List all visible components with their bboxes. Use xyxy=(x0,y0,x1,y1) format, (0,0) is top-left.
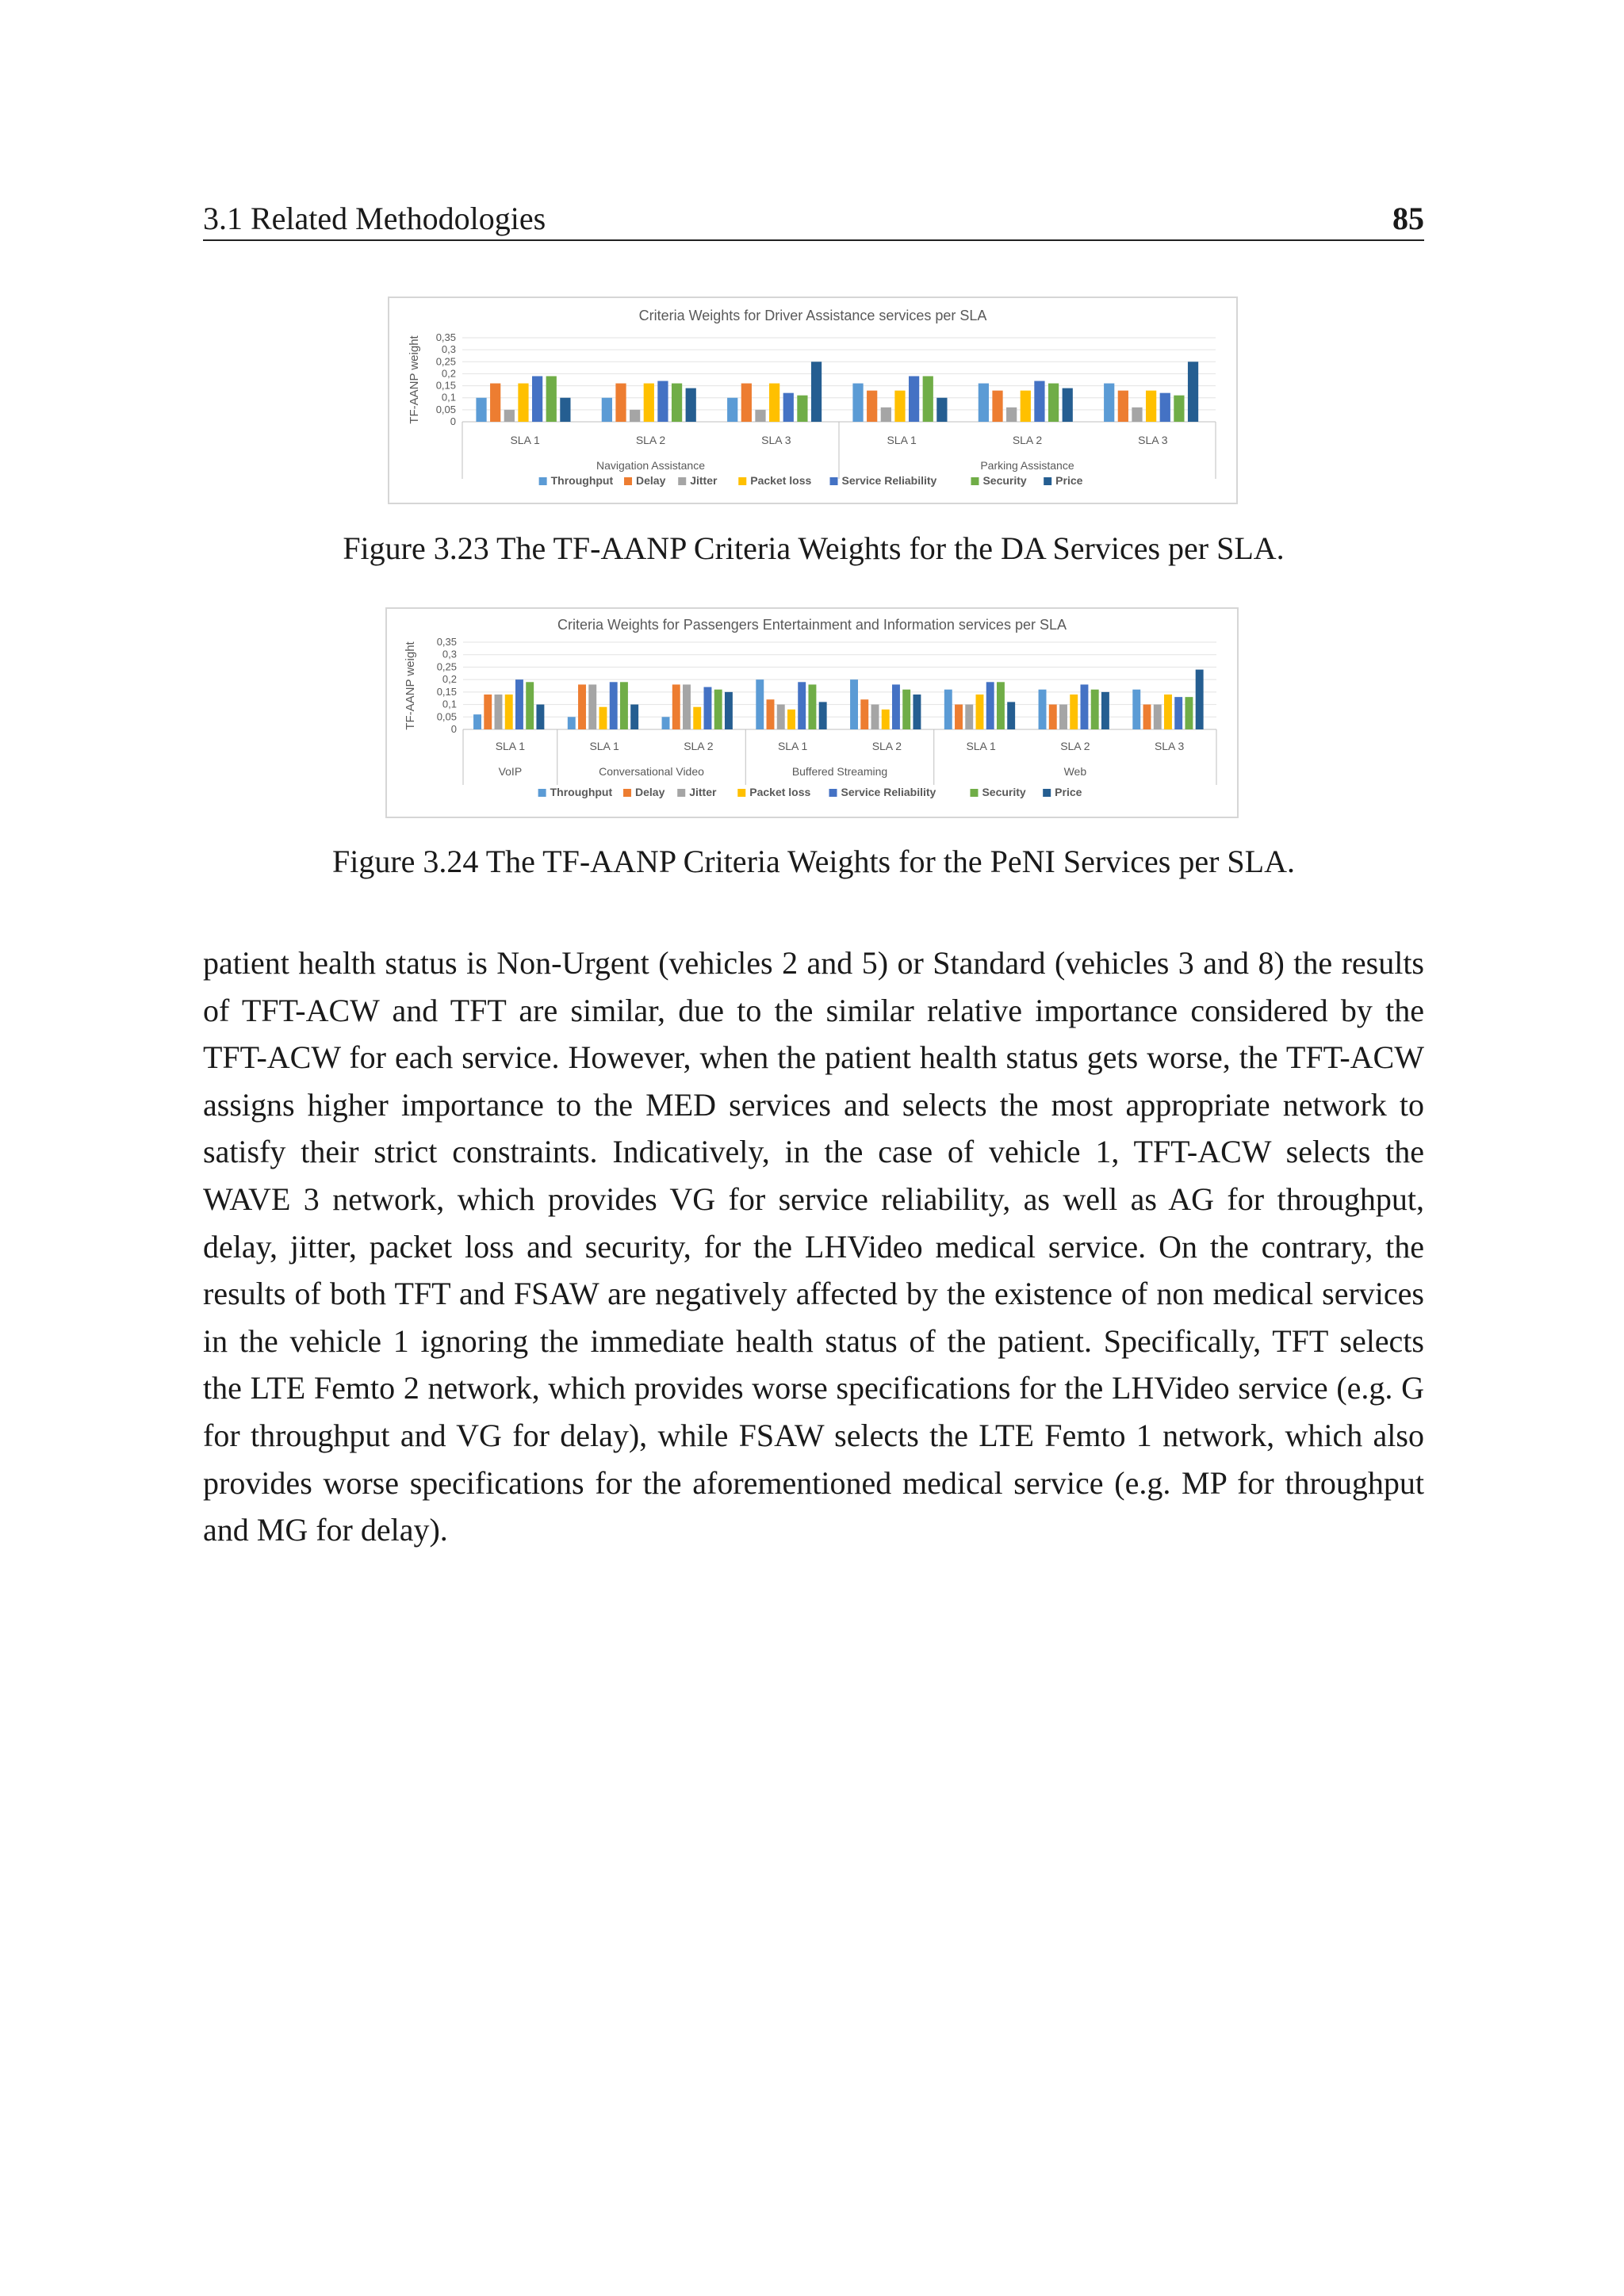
bar-jitter xyxy=(777,705,785,729)
legend-label-service-reliability: Service Reliability xyxy=(841,786,936,798)
bar-security xyxy=(808,684,816,729)
bar-delay xyxy=(767,699,775,729)
y-tick-label: 0,1 xyxy=(442,698,457,710)
bar-jitter xyxy=(1006,408,1017,422)
bar-service-reliability xyxy=(892,684,900,729)
bar-delay xyxy=(992,391,1002,422)
bar-service-reliability xyxy=(515,679,523,729)
bar-delay xyxy=(490,384,500,422)
bar-delay xyxy=(860,699,868,729)
legend-label-packet-loss: Packet loss xyxy=(749,786,811,798)
bar-delay xyxy=(578,684,586,729)
bar-packet-loss xyxy=(1146,391,1156,422)
group-label: VoIP xyxy=(498,765,523,778)
bar-price xyxy=(1188,362,1198,422)
bar-jitter xyxy=(1132,408,1142,422)
bar-service-reliability xyxy=(1174,697,1182,729)
legend-swatch-delay xyxy=(624,477,632,485)
running-head xyxy=(203,195,1424,241)
bar-packet-loss xyxy=(1164,695,1172,729)
group-label: Conversational Video xyxy=(599,765,704,778)
bar-throughput xyxy=(944,690,952,729)
body-line: WAVE 3 network, which provides VG for service reliability, as well as AG for throughput, xyxy=(203,1181,1424,1217)
y-axis-label: TF-AANP weight xyxy=(404,641,417,730)
bar-service-reliability xyxy=(610,682,618,729)
y-tick-label: 0 xyxy=(450,415,456,427)
legend-label-security: Security xyxy=(982,786,1026,798)
bar-delay xyxy=(741,384,752,422)
y-tick-label: 0,2 xyxy=(442,673,457,686)
legend-swatch-throughput xyxy=(539,477,547,485)
legend-label-price: Price xyxy=(1055,474,1083,487)
bar-throughput xyxy=(473,714,481,729)
bar-security xyxy=(923,376,933,422)
x-tick-label: SLA 1 xyxy=(777,740,808,752)
bar-service-reliability xyxy=(532,376,542,422)
body-line: results of both TFT and FSAW are negatively affected by the existence of non medical services xyxy=(203,1276,1424,1312)
x-tick-label: SLA 1 xyxy=(966,740,996,752)
legend-label-security: Security xyxy=(982,474,1027,487)
y-axis-label: TF-AANP weight xyxy=(408,335,421,424)
y-tick-label: 0,25 xyxy=(436,660,457,673)
group-label: Web xyxy=(1063,765,1087,778)
bar-delay xyxy=(955,705,963,729)
legend-swatch-packet-loss xyxy=(737,789,745,797)
legend-swatch-packet-loss xyxy=(738,477,746,485)
legend-label-packet-loss: Packet loss xyxy=(750,474,812,487)
chart-title: Criteria Weights for Passengers Entertainment and Information services per SLA xyxy=(557,617,1067,633)
bar-throughput xyxy=(756,679,764,729)
bar-throughput xyxy=(1039,690,1047,729)
bar-throughput xyxy=(476,398,486,422)
y-tick-label: 0,3 xyxy=(442,648,457,660)
bar-jitter xyxy=(965,705,973,729)
bar-price xyxy=(725,692,733,729)
bar-throughput xyxy=(602,398,612,422)
section-title: 3.1 Related Methodologies xyxy=(203,201,546,236)
bar-delay xyxy=(1049,705,1057,729)
bar-price xyxy=(936,398,947,422)
bar-packet-loss xyxy=(769,384,779,422)
legend-swatch-price xyxy=(1043,789,1051,797)
group-label: Buffered Streaming xyxy=(791,765,888,778)
bar-packet-loss xyxy=(976,695,984,729)
bar-delay xyxy=(867,391,877,422)
figure-caption-3-23: Figure 3.23 The TF-AANP Criteria Weights for the DA Services per SLA. xyxy=(343,530,1285,566)
bar-packet-loss xyxy=(1070,695,1078,729)
legend-label-price: Price xyxy=(1055,786,1082,798)
body-line: TFT-ACW for each service. However, when the patient health status gets worse, the TFT-ACW xyxy=(203,1039,1424,1076)
bar-jitter xyxy=(504,410,515,422)
body-paragraph xyxy=(203,939,1424,1554)
bar-security xyxy=(672,384,682,422)
bar-security xyxy=(1091,690,1099,729)
legend-swatch-jitter xyxy=(678,477,686,485)
bar-delay xyxy=(672,684,680,729)
chart-da xyxy=(389,298,1236,503)
bar-service-reliability xyxy=(1034,381,1044,422)
bar-jitter xyxy=(1059,705,1067,729)
bar-price xyxy=(1101,692,1109,729)
legend-swatch-throughput xyxy=(538,789,546,797)
chart-title: Criteria Weights for Driver Assistance services per SLA xyxy=(638,308,987,323)
legend-swatch-jitter xyxy=(677,789,685,797)
y-tick-label: 0,35 xyxy=(435,331,456,343)
body-line: and MG for delay). xyxy=(203,1512,448,1548)
bar-service-reliability xyxy=(657,381,668,422)
bar-delay xyxy=(1143,705,1151,729)
bar-delay xyxy=(615,384,626,422)
x-tick-label: SLA 1 xyxy=(887,434,917,446)
body-line: assigns higher importance to the MED services and selects the most appropriate network to xyxy=(203,1086,1424,1123)
bar-jitter xyxy=(881,408,891,422)
x-tick-label: SLA 1 xyxy=(589,740,619,752)
bar-security xyxy=(1185,697,1193,729)
page-number: 85 xyxy=(1392,201,1424,236)
bar-service-reliability xyxy=(986,682,994,729)
bar-packet-loss xyxy=(693,707,701,729)
bar-throughput xyxy=(662,717,670,729)
bar-packet-loss xyxy=(1021,391,1031,422)
bar-service-reliability xyxy=(703,687,711,729)
y-tick-label: 0,1 xyxy=(441,391,456,404)
x-tick-label: SLA 3 xyxy=(1138,434,1168,446)
bar-security xyxy=(714,690,722,729)
bar-price xyxy=(913,695,921,729)
legend-label-delay: Delay xyxy=(636,474,666,487)
legend-swatch-security xyxy=(971,477,979,485)
bar-packet-loss xyxy=(599,707,607,729)
bar-throughput xyxy=(852,384,863,422)
bar-price xyxy=(536,705,544,729)
legend-swatch-service-reliability xyxy=(830,477,838,485)
bar-security xyxy=(997,682,1005,729)
bar-throughput xyxy=(850,679,858,729)
bar-price xyxy=(811,362,822,422)
y-tick-label: 0,05 xyxy=(436,710,457,723)
bar-service-reliability xyxy=(1080,684,1088,729)
legend-swatch-security xyxy=(970,789,978,797)
bar-security xyxy=(546,376,557,422)
bar-price xyxy=(686,388,696,422)
legend-label-throughput: Throughput xyxy=(550,474,614,487)
x-tick-label: SLA 3 xyxy=(761,434,791,446)
bar-packet-loss xyxy=(882,710,890,729)
legend-label-jitter: Jitter xyxy=(690,474,718,487)
x-tick-label: SLA 2 xyxy=(1012,434,1043,446)
bar-security xyxy=(797,396,807,422)
y-tick-label: 0,15 xyxy=(435,379,456,392)
bar-security xyxy=(1174,396,1184,422)
body-line: the LTE Femto 2 network, which provides worse specifications for the LHVideo service (e.g. G xyxy=(203,1370,1424,1406)
x-tick-label: SLA 3 xyxy=(1154,740,1185,752)
bar-jitter xyxy=(1154,705,1162,729)
bar-service-reliability xyxy=(783,393,794,422)
bar-throughput xyxy=(1104,384,1114,422)
chart-peni xyxy=(387,609,1237,817)
bar-throughput xyxy=(568,717,576,729)
legend-label-jitter: Jitter xyxy=(689,786,717,798)
bar-throughput xyxy=(1132,690,1140,729)
bar-security xyxy=(1048,384,1059,422)
y-tick-label: 0,15 xyxy=(436,685,457,698)
bar-price xyxy=(819,702,827,729)
bar-service-reliability xyxy=(909,376,919,422)
legend-label-service-reliability: Service Reliability xyxy=(841,474,937,487)
x-tick-label: SLA 1 xyxy=(510,434,540,446)
bar-packet-loss xyxy=(644,384,654,422)
group-label: Parking Assistance xyxy=(980,459,1074,472)
x-tick-label: SLA 2 xyxy=(871,740,902,752)
x-tick-label: SLA 2 xyxy=(1060,740,1090,752)
y-tick-label: 0,3 xyxy=(441,343,456,356)
bar-service-reliability xyxy=(1160,393,1170,422)
bar-delay xyxy=(1118,391,1128,422)
bar-packet-loss xyxy=(505,695,513,729)
bar-security xyxy=(526,682,534,729)
bar-jitter xyxy=(683,684,691,729)
y-tick-label: 0,2 xyxy=(441,367,456,380)
legend-swatch-service-reliability xyxy=(829,789,837,797)
x-tick-label: SLA 1 xyxy=(495,740,526,752)
legend-swatch-delay xyxy=(623,789,631,797)
body-line: provides worse specifications for the aforementioned medical service (e.g. MP for throughput xyxy=(203,1464,1424,1501)
figure-caption-3-24: Figure 3.24 The TF-AANP Criteria Weights for the PeNI Services per SLA. xyxy=(331,844,1295,879)
bar-jitter xyxy=(495,695,503,729)
bar-service-reliability xyxy=(798,682,806,729)
body-line: patient health status is Non-Urgent (vehicles 2 and 5) or Standard (vehicles 3 and 8) the results xyxy=(203,945,1424,981)
body-line: for throughput and VG for delay), while FSAW selects the LTE Femto 1 network, which also xyxy=(203,1417,1424,1453)
bar-jitter xyxy=(871,705,879,729)
bar-price xyxy=(1196,670,1204,729)
body-line: of TFT-ACW and TFT are similar, due to the similar relative importance considered by the xyxy=(203,992,1424,1028)
bar-packet-loss xyxy=(787,710,795,729)
body-line: in the vehicle 1 ignoring the immediate health status of the patient. Specifically, TFT selects xyxy=(203,1322,1424,1359)
x-tick-label: SLA 2 xyxy=(684,740,714,752)
body-line: delay, jitter, packet loss and security, for the LHVideo medical service. On the contrary, the xyxy=(203,1228,1424,1265)
bar-packet-loss xyxy=(518,384,528,422)
legend-label-throughput: Throughput xyxy=(550,786,613,798)
y-tick-label: 0 xyxy=(450,723,457,735)
body-line: satisfy their strict constraints. Indicatively, in the case of vehicle 1, TFT-ACW selects the xyxy=(203,1134,1424,1170)
chart-peni-frame xyxy=(385,607,1239,818)
bar-price xyxy=(560,398,570,422)
legend-swatch-price xyxy=(1044,477,1051,485)
y-tick-label: 0,05 xyxy=(435,403,456,415)
y-tick-label: 0,35 xyxy=(436,636,457,648)
bar-security xyxy=(620,682,628,729)
bar-throughput xyxy=(727,398,737,422)
bar-price xyxy=(630,705,638,729)
bar-packet-loss xyxy=(894,391,905,422)
bar-jitter xyxy=(755,410,765,422)
x-tick-label: SLA 2 xyxy=(635,434,666,446)
bar-price xyxy=(1063,388,1073,422)
bar-jitter xyxy=(588,684,596,729)
legend-label-delay: Delay xyxy=(635,786,665,798)
group-label: Navigation Assistance xyxy=(596,459,705,472)
bar-jitter xyxy=(630,410,640,422)
bar-price xyxy=(1007,702,1015,729)
bar-throughput xyxy=(979,384,989,422)
y-tick-label: 0,25 xyxy=(435,355,456,368)
bar-security xyxy=(902,690,910,729)
chart-da-frame xyxy=(388,297,1238,504)
bar-delay xyxy=(484,695,492,729)
